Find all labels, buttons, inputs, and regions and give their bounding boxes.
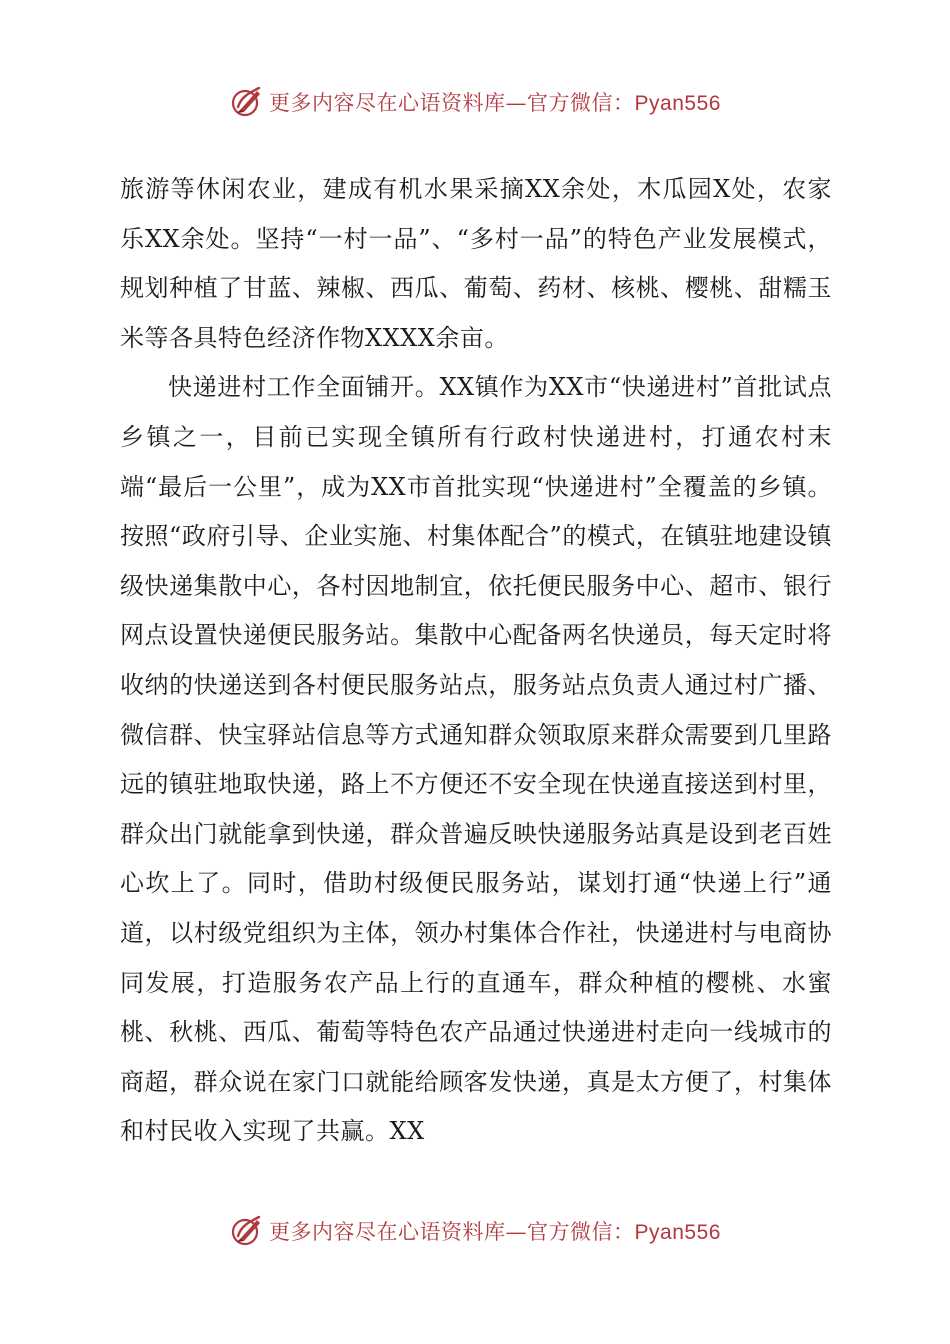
paragraph-1: 旅游等休闲农业，建成有机水果采摘XX余处，木瓜园X处，农家乐XX余处。坚持“一村一品”、“多村一品”的特色产业发展模式，规划种植了甘蓝、辣椒、西瓜、葡萄、药材、核桃、樱桃、甜糯玉米等各具特色经济作物XXXX余亩。 [120,175,832,352]
document-body [120,165,832,1157]
header-banner [0,82,950,122]
footer-wechat-id: Pyan556 [634,1221,721,1244]
pen-logo-icon [229,85,263,119]
paragraph-2: 快递进村工作全面铺开。XX镇作为XX市“快递进村”首批试点乡镇之一，目前已实现全镇所有行政村快递进村，打通农村末端“最后一公里”，成为XX市首批实现“快递进村”全覆盖的乡镇。按照“政府引导、企业实施、村集体配合”的模式，在镇驻地建设镇级快递集散中心，各村因地制宜，依托便民服务中心、超市、银行网点设置快递便民服务站。集散中心配备两名快递员，每天定时将收纳的快递送到各村便民服务站点，服务站点负责人通过村广播、微信群、快宝驿站信息等方式通知群众领取原来群众需要到几里路远的镇驻地取快递，路上不方便还不安全现在快递直接送到村里，群众出门就能拿到快递，群众普遍反映快递服务站真是设到老百姓心坎上了。同时，借助村级便民服务站，谋划打通“快递上行”通道，以村级党组织为主体，领办村集体合作社，快递进村与电商协同发展，打造服务农产品上行的直通车，群众种植的樱桃、水蜜桃、秋桃、西瓜、葡萄等特色农产品通过快递进村走向一线城市的商超，群众说在家门口就能给顾客发快递，真是太方便了，村集体和村民收入实现了共赢。XX [120,373,832,1146]
footer-banner [0,1211,950,1251]
header-wechat-id: Pyan556 [634,92,721,115]
footer-banner-text: 更多内容尽在心语资料库—官方微信：Pyan556 [269,1220,721,1244]
header-banner-text: 更多内容尽在心语资料库—官方微信：Pyan556 [269,91,721,115]
pen-logo-icon [229,1214,263,1248]
